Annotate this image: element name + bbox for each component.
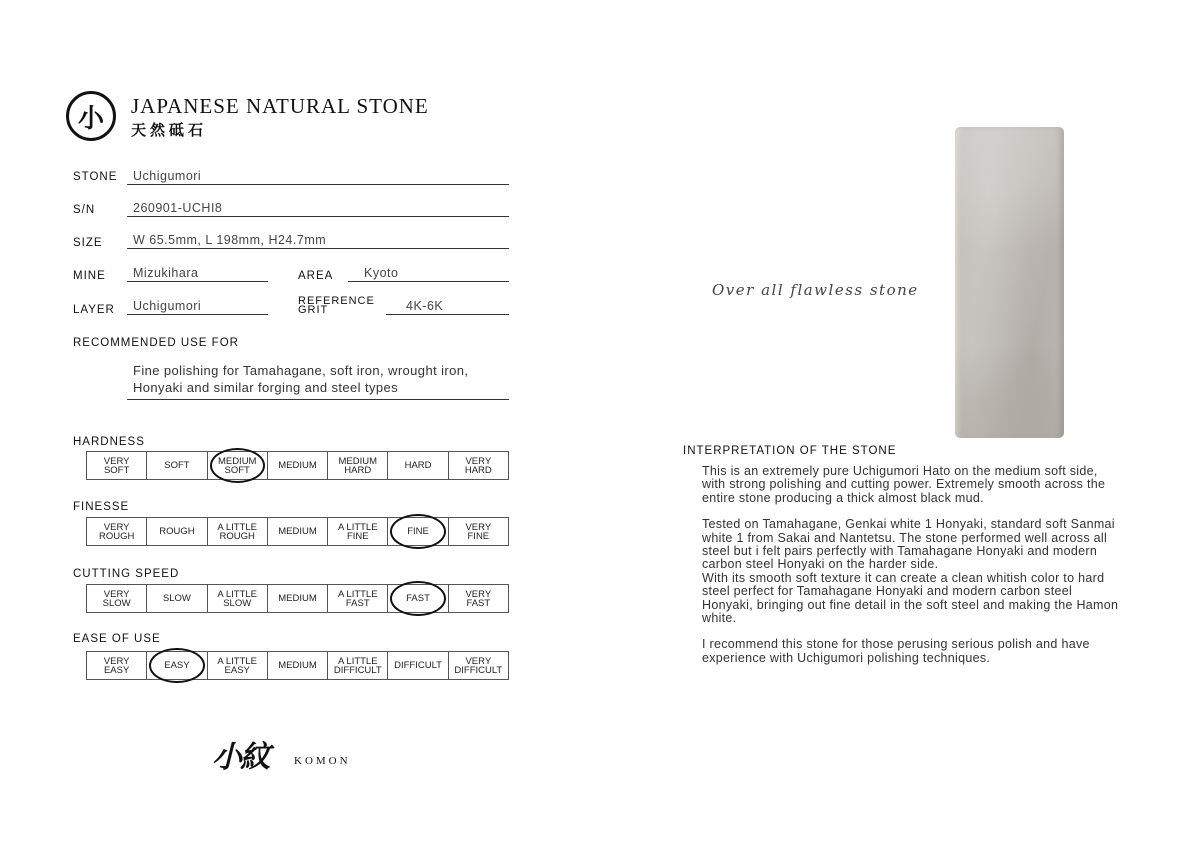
finesse-option: VERY ROUGH <box>87 518 147 545</box>
ease-of-use-option-selected: EASY <box>147 652 207 679</box>
recommended-line-1: Fine polishing for Tamahagane, soft iron, wrought iron, <box>133 363 469 378</box>
finesse-option: ROUGH <box>147 518 207 545</box>
cutting-speed-option: VERY FAST <box>465 588 492 609</box>
brand-logo <box>66 91 116 141</box>
size-label: SIZE <box>73 237 103 249</box>
finesse-option: MEDIUM <box>268 518 328 545</box>
stone-label: STONE <box>73 171 118 183</box>
cutting-speed-option-selected: FAST <box>388 585 448 612</box>
finesse-option: A LITTLE FINE <box>328 518 388 545</box>
interpretation-body <box>702 465 1122 678</box>
ease-of-use-option: VERY DIFFICULT <box>454 655 503 676</box>
finesse-scale <box>86 517 509 546</box>
hardness-scale <box>86 451 509 480</box>
cutting-speed-option: SLOW <box>147 585 207 612</box>
interpretation-paragraph-1: This is an extremely pure Uchigumori Hato on the medium soft side, with strong polishing and cutting power. Extremely smooth across the entire stone producing a thick almost black mud. <box>702 464 1106 505</box>
area-label: AREA <box>298 270 334 282</box>
interpretation-title: INTERPRETATION OF THE STONE <box>683 445 897 457</box>
ease-of-use-scale <box>86 651 509 680</box>
hardness-option-selected: MEDIUM SOFT <box>208 452 268 479</box>
layer-value: Uchigumori <box>127 299 268 315</box>
area-value: Kyoto <box>348 266 509 282</box>
size-value: W 65.5mm, L 198mm, H24.7mm <box>127 233 509 249</box>
recommended-underline <box>127 399 509 400</box>
komon-signature: 小紋 <box>212 740 268 775</box>
ease-of-use-option: MEDIUM <box>268 652 328 679</box>
recommended-label: RECOMMENDED USE FOR <box>73 337 239 349</box>
hardness-title: HARDNESS <box>73 436 145 448</box>
page-title: JAPANESE NATURAL STONE <box>131 94 429 118</box>
grit-label-line1: REFERENCE <box>298 295 375 307</box>
ease-of-use-title: EASE OF USE <box>73 633 161 645</box>
hardness-option: MEDIUM <box>268 452 328 479</box>
ease-of-use-option: A LITTLE EASY <box>208 652 268 679</box>
recommended-line-2: Honyaki and similar forging and steel types <box>133 380 399 395</box>
cutting-speed-scale <box>86 584 509 613</box>
grit-label-line2: GRIT <box>298 304 329 316</box>
cutting-speed-title: CUTTING SPEED <box>73 568 180 580</box>
hardness-option: HARD <box>388 452 448 479</box>
page-title-japanese: 天然砥石 <box>131 121 208 139</box>
cutting-speed-option: MEDIUM <box>268 585 328 612</box>
cutting-speed-option: A LITTLE SLOW <box>208 585 268 612</box>
grit-label <box>298 297 375 315</box>
recommended-text <box>133 362 468 396</box>
mine-label: MINE <box>73 270 106 282</box>
ease-of-use-option: DIFFICULT <box>388 652 448 679</box>
cutting-speed-option: A LITTLE FAST <box>328 585 388 612</box>
komon-wordmark: KOMON <box>294 755 351 767</box>
interpretation-paragraph-2: Tested on Tamahagane, Genkai white 1 Honyaki, standard soft Sanmai white 1 from Sakai and Nantetsu. The stone performed well across all steel but i felt pairs perfectly with Tamahagane Honyaki and modern carbon steel Honyaki on the harder side. <box>702 517 1115 572</box>
cutting-speed-option: VERY SLOW <box>87 585 147 612</box>
hardness-option: VERY HARD <box>464 455 492 476</box>
interpretation-paragraph-3: With its smooth soft texture it can create a clean whitish color to hard steel perfect for Tamahagane Honyaki and modern carbon steel Honyaki, bringing out fine detail in the soft steel and making the Hamon white. <box>702 570 1119 626</box>
serial-value: 260901-UCHI8 <box>127 201 509 217</box>
logo-glyph: 小 <box>77 103 104 134</box>
finesse-option: VERY FINE <box>465 521 492 542</box>
layer-label: LAYER <box>73 304 115 316</box>
interpretation-paragraph-4: I recommend this stone for those perusing serious polish and have experience with Uchigumori polishing techniques. <box>702 637 1090 665</box>
stone-value: Uchigumori <box>127 169 509 185</box>
grit-value: 4K-6K <box>386 299 509 315</box>
stone-caption: Over all flawless stone <box>712 281 919 299</box>
hardness-option: SOFT <box>147 452 207 479</box>
finesse-option: A LITTLE ROUGH <box>208 518 268 545</box>
stone-photo <box>955 127 1064 438</box>
ease-of-use-option: VERY EASY <box>87 652 147 679</box>
ease-of-use-option: A LITTLE DIFFICULT <box>328 652 388 679</box>
serial-label: S/N <box>73 204 96 216</box>
mine-value: Mizukihara <box>127 266 268 282</box>
hardness-option: MEDIUM HARD <box>328 452 388 479</box>
finesse-option-selected: FINE <box>388 518 448 545</box>
finesse-title: FINESSE <box>73 501 130 513</box>
hardness-option: VERY SOFT <box>87 452 147 479</box>
